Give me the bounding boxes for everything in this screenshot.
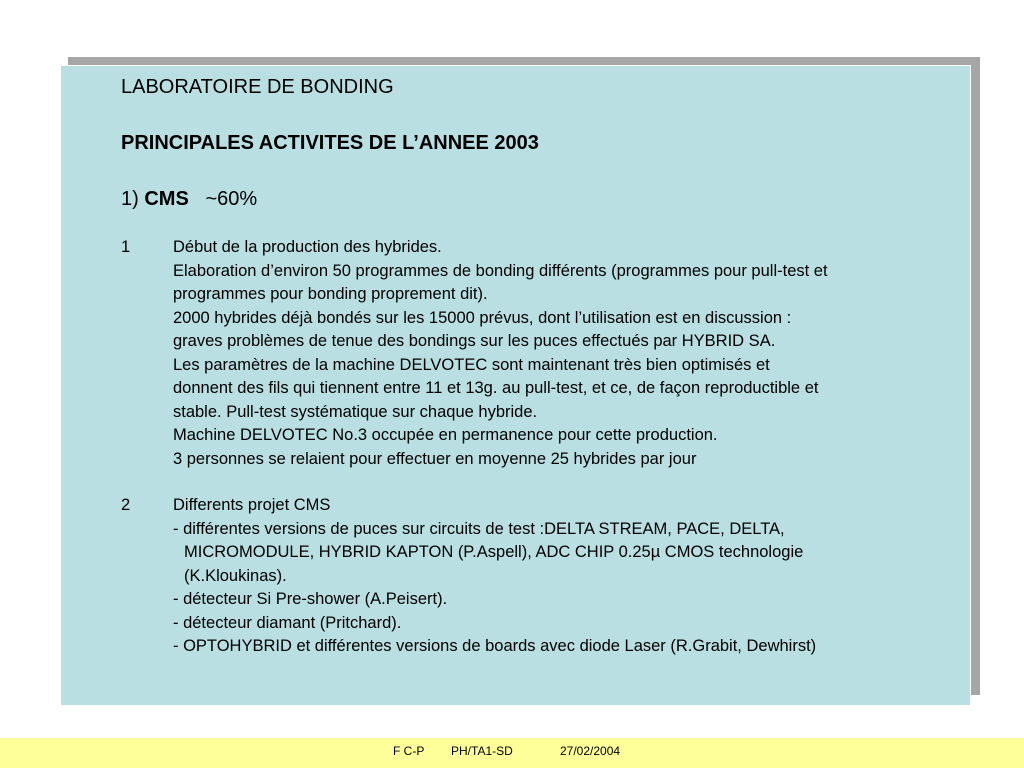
footer-group: PH/TA1-SD [451, 744, 513, 758]
item-2-line: MICROMODULE, HYBRID KAPTON (P.Aspell), ADC CHIP 0.25µ CMOS technologie [184, 543, 804, 561]
item-1-line: graves problèmes de tenue des bondings sur les puces effectués par HYBRID SA. [173, 332, 776, 350]
footer-date: 27/02/2004 [560, 744, 621, 758]
section-heading [121, 185, 966, 213]
slide-footer [0, 738, 1024, 768]
item-2-line: - détecteur Si Pre-shower (A.Peisert). [173, 590, 448, 608]
section-name: CMS [144, 188, 189, 210]
section-share: ~60% [205, 188, 258, 210]
item-1-line: 2000 hybrides déjà bondés sur les 15000 prévus, dont l’utilisation est en discussion : [173, 308, 792, 327]
item-1-line: programmes pour bonding proprement dit). [173, 285, 488, 303]
item-1-line: donnent des fils qui tiennent entre 11 et 13g. au pull-test, et ce, de façon reproductible et [173, 379, 819, 397]
item-1-line: Elaboration d’environ 50 programmes de bonding différents (programmes pour pull-test et [173, 261, 828, 280]
item-2-line: - détecteur diamant (Pritchard). [173, 613, 402, 632]
list-item-1 [121, 236, 966, 471]
item-1-line: Machine DELVOTEC No.3 occupée en permanence pour cette production. [173, 426, 718, 444]
footer-author: F C-P [393, 744, 425, 758]
item-1-line: stable. Pull-test systématique sur chaque hybride. [173, 402, 538, 421]
item-2-line: (K.Kloukinas). [184, 566, 287, 585]
item-2-line: - OPTOHYBRID et différentes versions de boards avec diode Laser (R.Grabit, Dewhirst) [173, 637, 817, 655]
item-1-line: Début de la production des hybrides. [173, 238, 442, 256]
item-number: 2 [121, 496, 131, 514]
list-item-2 [121, 494, 966, 659]
item-1-line: Les paramètres de la machine DELVOTEC sont maintenant très bien optimisés et [173, 355, 770, 374]
section-prefix: 1) [121, 188, 145, 210]
item-2-line: - différentes versions de puces sur circuits de test :DELTA STREAM, PACE, DELTA, [173, 519, 785, 538]
slide-content [121, 73, 966, 659]
slide-title: LABORATOIRE DE BONDING [121, 76, 394, 98]
item-1-line: 3 personnes se relaient pour effectuer en moyenne 25 hybrides par jour [173, 449, 697, 468]
item-2-line: Differents projet CMS [173, 496, 331, 514]
slide-subtitle: PRINCIPALES ACTIVITES DE L’ANNEE 2003 [121, 132, 539, 154]
item-number: 1 [121, 238, 131, 256]
